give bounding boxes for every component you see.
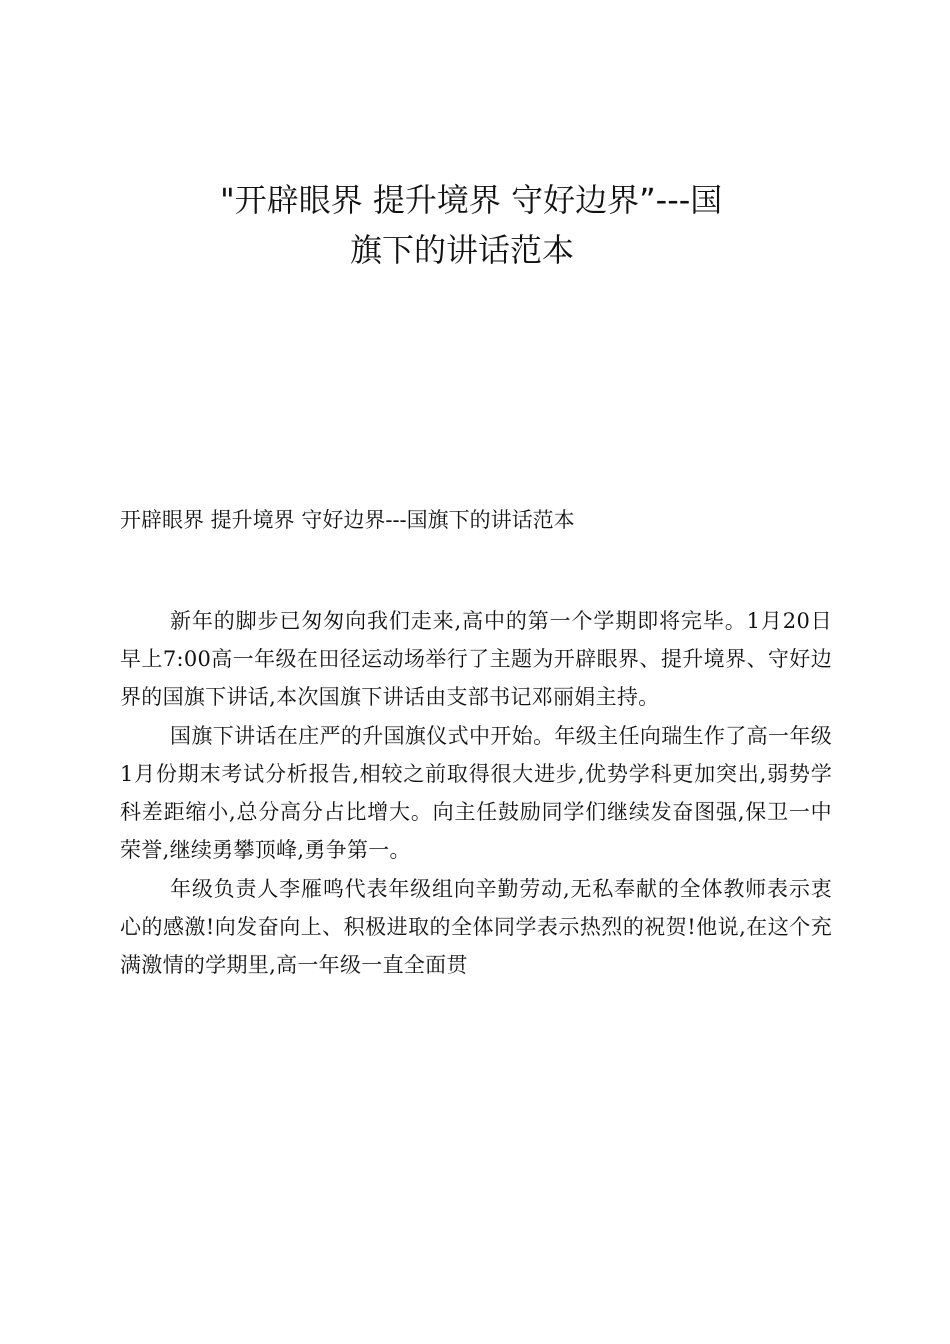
document-body: [120, 602, 832, 985]
document-title: [170, 175, 870, 275]
title-line-1: "开辟眼界 提升境界 守好边界”---国: [220, 181, 723, 219]
paragraph: 年级负责人李雁鸣代表年级组向辛勤劳动,无私奉献的全体教师表示衷心的感激!向发奋向上、积极进取的全体同学表示热烈的祝贺!他说,在这个充满激情的学期里,高一年级一直全面贯: [120, 877, 832, 977]
paragraph: 国旗下讲话在庄严的升国旗仪式中开始。年级主任向瑞生作了高一年级1月份期末考试分析报告,相较之前取得很大进步,优势学科更加突出,弱势学科差距缩小,总分高分占比增大。向主任鼓励同学们继续发奋图强,保卫一中荣誉,继续勇攀顶峰,勇争第一。: [120, 724, 832, 862]
title-line-2: 旗下的讲话范本: [350, 231, 575, 269]
document-subtitle: 开辟眼界 提升境界 守好边界---国旗下的讲话范本: [120, 508, 575, 532]
paragraph: 新年的脚步已匆匆向我们走来,高中的第一个学期即将完毕。1月20日早上7:00高一年级在田径运动场举行了主题为开辟眼界、提升境界、守好边界的国旗下讲话,本次国旗下讲话由支部书记邓丽娟主持。: [120, 609, 832, 709]
